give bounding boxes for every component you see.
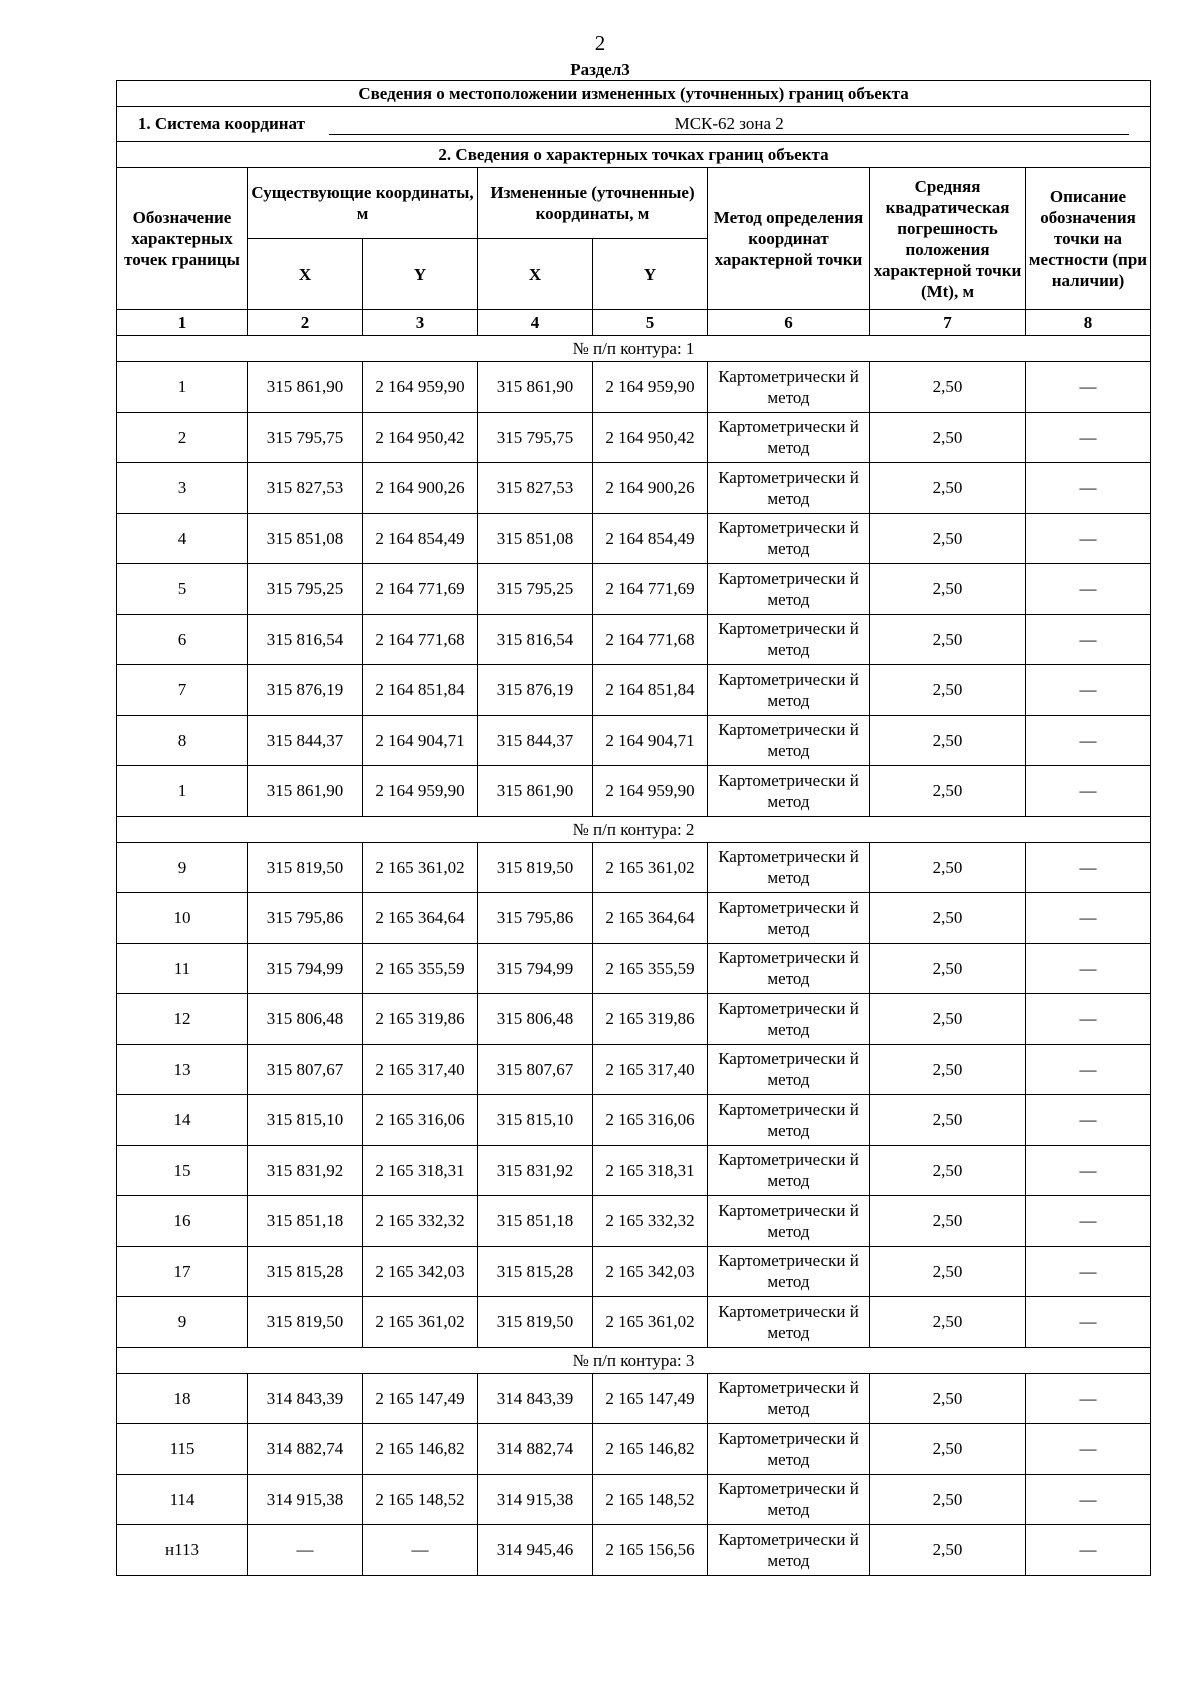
existing-y: 2 164 771,69 bbox=[363, 564, 478, 615]
point-designation: 3 bbox=[117, 463, 248, 514]
header-changed-x: X bbox=[478, 239, 593, 310]
mean-square-error: 2,50 bbox=[870, 766, 1026, 817]
method: Картометрически й метод bbox=[708, 1044, 870, 1095]
point-description: — bbox=[1026, 1044, 1151, 1095]
point-designation: 7 bbox=[117, 665, 248, 716]
existing-x: 315 815,10 bbox=[248, 1095, 363, 1146]
point-description: — bbox=[1026, 1246, 1151, 1297]
changed-y: 2 165 156,56 bbox=[593, 1525, 708, 1576]
existing-x: 314 882,74 bbox=[248, 1424, 363, 1475]
point-description: — bbox=[1026, 943, 1151, 994]
existing-y: 2 165 319,86 bbox=[363, 994, 478, 1045]
header-existing-x: X bbox=[248, 239, 363, 310]
point-description: — bbox=[1026, 362, 1151, 413]
changed-x: 315 831,92 bbox=[478, 1145, 593, 1196]
table-row bbox=[117, 665, 1151, 716]
changed-x: 314 915,38 bbox=[478, 1474, 593, 1525]
point-designation: 4 bbox=[117, 513, 248, 564]
changed-x: 315 861,90 bbox=[478, 766, 593, 817]
point-designation: 1 bbox=[117, 766, 248, 817]
point-description: — bbox=[1026, 1373, 1151, 1424]
point-description: — bbox=[1026, 463, 1151, 514]
mean-square-error: 2,50 bbox=[870, 1424, 1026, 1475]
mean-square-error: 2,50 bbox=[870, 943, 1026, 994]
existing-x: 315 819,50 bbox=[248, 1297, 363, 1348]
existing-y: 2 165 332,32 bbox=[363, 1196, 478, 1247]
changed-y: 2 165 148,52 bbox=[593, 1474, 708, 1525]
table-row bbox=[117, 1145, 1151, 1196]
existing-x: 315 819,50 bbox=[248, 842, 363, 893]
header-existing-y: Y bbox=[363, 239, 478, 310]
changed-y: 2 165 355,59 bbox=[593, 943, 708, 994]
table-row bbox=[117, 1373, 1151, 1424]
existing-y: 2 165 342,03 bbox=[363, 1246, 478, 1297]
table-row bbox=[117, 412, 1151, 463]
changed-x: 315 851,18 bbox=[478, 1196, 593, 1247]
method: Картометрически й метод bbox=[708, 463, 870, 514]
point-description: — bbox=[1026, 1196, 1151, 1247]
header-description: Описание обозначения точки на местности (при наличии) bbox=[1026, 168, 1151, 310]
changed-x: 315 819,50 bbox=[478, 842, 593, 893]
table-row bbox=[117, 994, 1151, 1045]
point-designation: 10 bbox=[117, 893, 248, 944]
method: Картометрически й метод bbox=[708, 1246, 870, 1297]
existing-x: 315 876,19 bbox=[248, 665, 363, 716]
existing-y: 2 165 148,52 bbox=[363, 1474, 478, 1525]
existing-y: — bbox=[363, 1525, 478, 1576]
coord-system-label: 1. Система координат bbox=[137, 114, 305, 133]
point-description: — bbox=[1026, 766, 1151, 817]
column-number: 4 bbox=[478, 310, 593, 336]
table-row bbox=[117, 1297, 1151, 1348]
changed-y: 2 165 316,06 bbox=[593, 1095, 708, 1146]
existing-x: 315 807,67 bbox=[248, 1044, 363, 1095]
existing-y: 2 165 361,02 bbox=[363, 842, 478, 893]
point-designation: 17 bbox=[117, 1246, 248, 1297]
changed-x: 314 843,39 bbox=[478, 1373, 593, 1424]
existing-y: 2 164 904,71 bbox=[363, 715, 478, 766]
method: Картометрически й метод bbox=[708, 1145, 870, 1196]
changed-x: 315 815,10 bbox=[478, 1095, 593, 1146]
existing-y: 2 165 318,31 bbox=[363, 1145, 478, 1196]
header-changed: Измененные (уточненные) координаты, м bbox=[478, 168, 708, 239]
existing-y: 2 165 317,40 bbox=[363, 1044, 478, 1095]
mean-square-error: 2,50 bbox=[870, 412, 1026, 463]
existing-y: 2 165 355,59 bbox=[363, 943, 478, 994]
changed-y: 2 164 771,68 bbox=[593, 614, 708, 665]
changed-x: 315 876,19 bbox=[478, 665, 593, 716]
point-description: — bbox=[1026, 564, 1151, 615]
point-description: — bbox=[1026, 412, 1151, 463]
method: Картометрически й метод bbox=[708, 715, 870, 766]
mean-square-error: 2,50 bbox=[870, 1525, 1026, 1576]
header-designation: Обозначение характерных точек границы bbox=[117, 168, 248, 310]
header-changed-y: Y bbox=[593, 239, 708, 310]
point-designation: 114 bbox=[117, 1474, 248, 1525]
existing-y: 2 164 950,42 bbox=[363, 412, 478, 463]
existing-x: 314 915,38 bbox=[248, 1474, 363, 1525]
method: Картометрически й метод bbox=[708, 1474, 870, 1525]
method: Картометрически й метод bbox=[708, 412, 870, 463]
changed-y: 2 164 854,49 bbox=[593, 513, 708, 564]
changed-x: 315 827,53 bbox=[478, 463, 593, 514]
changed-y: 2 165 318,31 bbox=[593, 1145, 708, 1196]
section-title: Раздел3 bbox=[570, 60, 630, 79]
existing-x: 315 861,90 bbox=[248, 362, 363, 413]
existing-y: 2 164 854,49 bbox=[363, 513, 478, 564]
point-designation: 15 bbox=[117, 1145, 248, 1196]
point-designation: 11 bbox=[117, 943, 248, 994]
method: Картометрически й метод bbox=[708, 842, 870, 893]
table-row bbox=[117, 564, 1151, 615]
method: Картометрически й метод bbox=[708, 1196, 870, 1247]
changed-x: 315 795,86 bbox=[478, 893, 593, 944]
existing-y: 2 164 959,90 bbox=[363, 766, 478, 817]
page-number: 2 bbox=[594, 31, 606, 55]
point-description: — bbox=[1026, 994, 1151, 1045]
mean-square-error: 2,50 bbox=[870, 463, 1026, 514]
mean-square-error: 2,50 bbox=[870, 1297, 1026, 1348]
point-designation: 115 bbox=[117, 1424, 248, 1475]
existing-x: 315 795,25 bbox=[248, 564, 363, 615]
point-designation: 12 bbox=[117, 994, 248, 1045]
point-designation: 14 bbox=[117, 1095, 248, 1146]
changed-x: 315 795,25 bbox=[478, 564, 593, 615]
changed-y: 2 164 851,84 bbox=[593, 665, 708, 716]
mean-square-error: 2,50 bbox=[870, 1095, 1026, 1146]
changed-y: 2 165 364,64 bbox=[593, 893, 708, 944]
table-row bbox=[117, 1525, 1151, 1576]
mean-square-error: 2,50 bbox=[870, 893, 1026, 944]
point-description: — bbox=[1026, 1297, 1151, 1348]
boundary-points-table bbox=[116, 80, 1151, 1576]
changed-y: 2 165 146,82 bbox=[593, 1424, 708, 1475]
point-description: — bbox=[1026, 1145, 1151, 1196]
existing-x: 315 795,75 bbox=[248, 412, 363, 463]
mean-square-error: 2,50 bbox=[870, 994, 1026, 1045]
point-designation: 6 bbox=[117, 614, 248, 665]
changed-y: 2 164 900,26 bbox=[593, 463, 708, 514]
table-row bbox=[117, 943, 1151, 994]
changed-x: 315 851,08 bbox=[478, 513, 593, 564]
existing-x: 315 851,08 bbox=[248, 513, 363, 564]
method: Картометрически й метод bbox=[708, 362, 870, 413]
changed-x: 315 819,50 bbox=[478, 1297, 593, 1348]
changed-x: 315 795,75 bbox=[478, 412, 593, 463]
existing-y: 2 164 771,68 bbox=[363, 614, 478, 665]
header-error: Средняя квадратическая погрешность положения характерной точки (Mt), м bbox=[870, 168, 1026, 310]
mean-square-error: 2,50 bbox=[870, 842, 1026, 893]
changed-y: 2 165 317,40 bbox=[593, 1044, 708, 1095]
mean-square-error: 2,50 bbox=[870, 665, 1026, 716]
table-row bbox=[117, 766, 1151, 817]
mean-square-error: 2,50 bbox=[870, 614, 1026, 665]
changed-y: 2 165 342,03 bbox=[593, 1246, 708, 1297]
method: Картометрически й метод bbox=[708, 564, 870, 615]
header-existing: Существующие координаты, м bbox=[248, 168, 478, 239]
point-description: — bbox=[1026, 842, 1151, 893]
point-description: — bbox=[1026, 1474, 1151, 1525]
point-description: — bbox=[1026, 1525, 1151, 1576]
coord-system-value: МСК-62 зона 2 bbox=[329, 113, 1129, 135]
existing-x: 315 806,48 bbox=[248, 994, 363, 1045]
column-number: 8 bbox=[1026, 310, 1151, 336]
point-description: — bbox=[1026, 893, 1151, 944]
method: Картометрически й метод bbox=[708, 1297, 870, 1348]
existing-x: 314 843,39 bbox=[248, 1373, 363, 1424]
header-method: Метод определения координат характерной точки bbox=[708, 168, 870, 310]
method: Картометрически й метод bbox=[708, 994, 870, 1045]
point-designation: н113 bbox=[117, 1525, 248, 1576]
table-row bbox=[117, 715, 1151, 766]
table-row bbox=[117, 1424, 1151, 1475]
changed-y: 2 164 904,71 bbox=[593, 715, 708, 766]
method: Картометрически й метод bbox=[708, 893, 870, 944]
contour-label: № п/п контура: 3 bbox=[117, 1347, 1151, 1373]
method: Картометрически й метод bbox=[708, 513, 870, 564]
table-row bbox=[117, 1095, 1151, 1146]
mean-square-error: 2,50 bbox=[870, 1246, 1026, 1297]
existing-x: 315 816,54 bbox=[248, 614, 363, 665]
mean-square-error: 2,50 bbox=[870, 564, 1026, 615]
changed-y: 2 164 959,90 bbox=[593, 766, 708, 817]
changed-x: 315 844,37 bbox=[478, 715, 593, 766]
existing-x: 315 844,37 bbox=[248, 715, 363, 766]
existing-x: 315 851,18 bbox=[248, 1196, 363, 1247]
existing-x: 315 831,92 bbox=[248, 1145, 363, 1196]
table-title: Сведения о местоположении измененных (уточненных) границ объекта bbox=[117, 81, 1151, 107]
coord-system-row bbox=[117, 107, 1151, 142]
column-numbers-row bbox=[117, 310, 1151, 336]
changed-x: 315 816,54 bbox=[478, 614, 593, 665]
point-description: — bbox=[1026, 614, 1151, 665]
table-row bbox=[117, 1196, 1151, 1247]
changed-x: 315 806,48 bbox=[478, 994, 593, 1045]
existing-y: 2 165 361,02 bbox=[363, 1297, 478, 1348]
method: Картометрически й метод bbox=[708, 1525, 870, 1576]
existing-y: 2 165 147,49 bbox=[363, 1373, 478, 1424]
method: Картометрически й метод bbox=[708, 1373, 870, 1424]
point-designation: 16 bbox=[117, 1196, 248, 1247]
changed-y: 2 165 361,02 bbox=[593, 842, 708, 893]
changed-y: 2 164 771,69 bbox=[593, 564, 708, 615]
existing-x: 315 861,90 bbox=[248, 766, 363, 817]
points-title: 2. Сведения о характерных точках границ объекта bbox=[117, 142, 1151, 168]
column-number: 1 bbox=[117, 310, 248, 336]
column-number: 7 bbox=[870, 310, 1026, 336]
changed-y: 2 164 950,42 bbox=[593, 412, 708, 463]
column-number: 5 bbox=[593, 310, 708, 336]
method: Картометрически й метод bbox=[708, 943, 870, 994]
changed-x: 315 815,28 bbox=[478, 1246, 593, 1297]
table-row bbox=[117, 893, 1151, 944]
point-designation: 8 bbox=[117, 715, 248, 766]
contour-label: № п/п контура: 2 bbox=[117, 816, 1151, 842]
point-designation: 1 bbox=[117, 362, 248, 413]
method: Картометрически й метод bbox=[708, 1095, 870, 1146]
point-description: — bbox=[1026, 665, 1151, 716]
point-designation: 2 bbox=[117, 412, 248, 463]
existing-x: — bbox=[248, 1525, 363, 1576]
point-description: — bbox=[1026, 1095, 1151, 1146]
existing-x: 315 827,53 bbox=[248, 463, 363, 514]
column-number: 3 bbox=[363, 310, 478, 336]
point-description: — bbox=[1026, 513, 1151, 564]
existing-y: 2 165 316,06 bbox=[363, 1095, 478, 1146]
table-row bbox=[117, 463, 1151, 514]
mean-square-error: 2,50 bbox=[870, 1044, 1026, 1095]
table-row bbox=[117, 614, 1151, 665]
method: Картометрически й метод bbox=[708, 614, 870, 665]
method: Картометрически й метод bbox=[708, 766, 870, 817]
mean-square-error: 2,50 bbox=[870, 1474, 1026, 1525]
changed-y: 2 165 332,32 bbox=[593, 1196, 708, 1247]
column-number: 6 bbox=[708, 310, 870, 336]
existing-x: 315 815,28 bbox=[248, 1246, 363, 1297]
table-row bbox=[117, 1246, 1151, 1297]
point-description: — bbox=[1026, 1424, 1151, 1475]
table-row bbox=[117, 1474, 1151, 1525]
existing-x: 315 795,86 bbox=[248, 893, 363, 944]
existing-y: 2 165 364,64 bbox=[363, 893, 478, 944]
mean-square-error: 2,50 bbox=[870, 362, 1026, 413]
existing-y: 2 164 900,26 bbox=[363, 463, 478, 514]
column-number: 2 bbox=[248, 310, 363, 336]
changed-x: 315 861,90 bbox=[478, 362, 593, 413]
point-designation: 5 bbox=[117, 564, 248, 615]
table-row bbox=[117, 362, 1151, 413]
existing-x: 315 794,99 bbox=[248, 943, 363, 994]
mean-square-error: 2,50 bbox=[870, 513, 1026, 564]
point-designation: 9 bbox=[117, 842, 248, 893]
changed-y: 2 165 361,02 bbox=[593, 1297, 708, 1348]
changed-y: 2 165 319,86 bbox=[593, 994, 708, 1045]
point-description: — bbox=[1026, 715, 1151, 766]
table-row bbox=[117, 1044, 1151, 1095]
table-row bbox=[117, 842, 1151, 893]
point-designation: 13 bbox=[117, 1044, 248, 1095]
changed-x: 314 882,74 bbox=[478, 1424, 593, 1475]
changed-x: 314 945,46 bbox=[478, 1525, 593, 1576]
mean-square-error: 2,50 bbox=[870, 715, 1026, 766]
mean-square-error: 2,50 bbox=[870, 1196, 1026, 1247]
point-designation: 18 bbox=[117, 1373, 248, 1424]
method: Картометрически й метод bbox=[708, 665, 870, 716]
changed-y: 2 164 959,90 bbox=[593, 362, 708, 413]
existing-y: 2 165 146,82 bbox=[363, 1424, 478, 1475]
changed-x: 315 794,99 bbox=[478, 943, 593, 994]
mean-square-error: 2,50 bbox=[870, 1145, 1026, 1196]
contour-label: № п/п контура: 1 bbox=[117, 336, 1151, 362]
mean-square-error: 2,50 bbox=[870, 1373, 1026, 1424]
existing-y: 2 164 851,84 bbox=[363, 665, 478, 716]
method: Картометрически й метод bbox=[708, 1424, 870, 1475]
existing-y: 2 164 959,90 bbox=[363, 362, 478, 413]
table-row bbox=[117, 513, 1151, 564]
point-designation: 9 bbox=[117, 1297, 248, 1348]
changed-y: 2 165 147,49 bbox=[593, 1373, 708, 1424]
changed-x: 315 807,67 bbox=[478, 1044, 593, 1095]
